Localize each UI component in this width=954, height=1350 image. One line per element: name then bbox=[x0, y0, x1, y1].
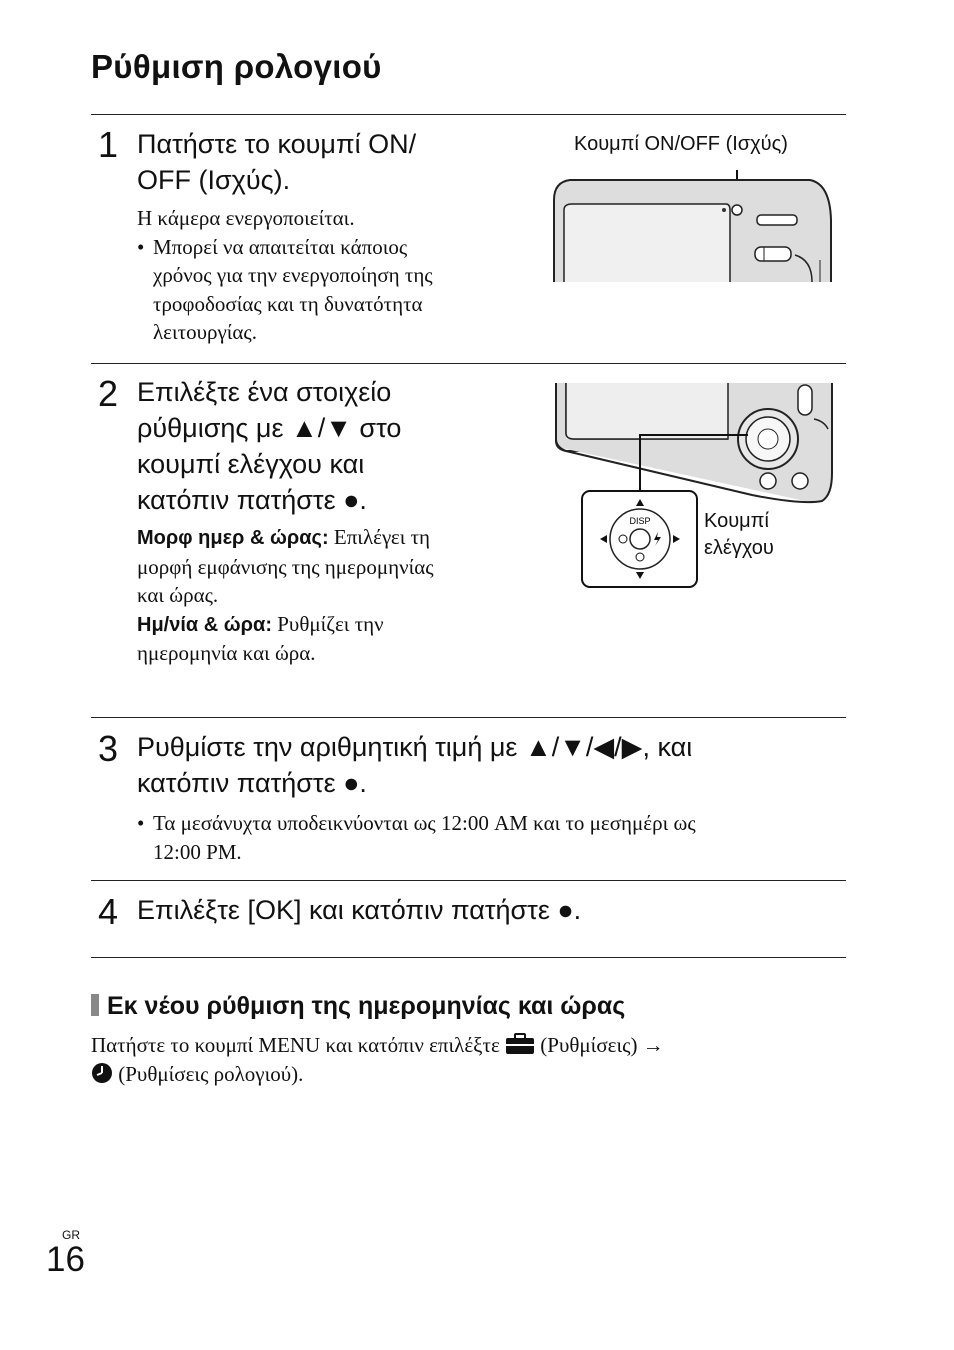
option-label: Μορφ ημερ & ώρας: bbox=[137, 527, 329, 549]
option-text-line: και ώρας. bbox=[137, 583, 219, 607]
step-4-number: 4 bbox=[98, 891, 119, 932]
step-3-heading bbox=[137, 729, 692, 801]
clock-icon bbox=[91, 1062, 113, 1084]
divider bbox=[91, 114, 846, 115]
step-3-bullet bbox=[137, 809, 837, 866]
bullet-line: • Μπορεί να απαιτείται κάποιος bbox=[153, 234, 408, 259]
reset-section-title bbox=[91, 992, 625, 1021]
language-tag: GR bbox=[62, 1228, 80, 1242]
reset-text: (Ρυθμίσεις ρολογιού). bbox=[118, 1061, 304, 1086]
step-1-text: Η κάμερα ενεργοποιείται. bbox=[137, 206, 355, 230]
bullet-line: 12:00 PM. bbox=[153, 839, 242, 864]
section-marker bbox=[91, 994, 99, 1016]
option-text-line: μορφή εμφάνισης της ημερομηνίας bbox=[137, 554, 434, 579]
bullet-line: χρόνος για την ενεργοποίηση της bbox=[153, 263, 433, 287]
step-1-heading bbox=[137, 126, 416, 198]
option-text: Επιλέγει τη bbox=[333, 525, 431, 549]
caption-line: Κουμπί bbox=[704, 510, 769, 532]
step-1-number: 1 bbox=[98, 124, 119, 165]
camera-back-illustration bbox=[552, 383, 842, 593]
power-button-caption: Κουμπί ON/OFF (Ισχύς) bbox=[574, 133, 788, 155]
step-2-heading-line: Επιλέξτε ένα στοιχείο bbox=[137, 377, 392, 407]
step-2-heading-line: κατόπιν πατήστε ●. bbox=[137, 485, 367, 515]
bullet-line: • Τα μεσάνυχτα υποδεικνύονται ως 12:00 AM και το μεσημέρι ως bbox=[153, 811, 696, 835]
step-2-body bbox=[137, 523, 517, 668]
toolbox-icon bbox=[505, 1033, 535, 1055]
divider bbox=[91, 957, 846, 958]
step-4-heading: Επιλέξτε [OK] και κατόπιν πατήστε ●. bbox=[137, 895, 582, 925]
reset-line-2 bbox=[91, 1060, 851, 1089]
step-2-heading-line: ρύθμισης με ▲/▼ στο bbox=[137, 413, 402, 443]
option-date-time bbox=[137, 610, 517, 640]
option-date-format bbox=[137, 523, 517, 553]
camera-top-illustration bbox=[550, 160, 840, 285]
page-title: Ρύθμιση ρολογιού bbox=[91, 48, 382, 85]
step-3-number: 3 bbox=[98, 728, 119, 769]
step-1-bullet bbox=[137, 233, 517, 347]
divider bbox=[91, 880, 846, 881]
option-text-line: ημερομηνία και ώρα. bbox=[137, 641, 316, 665]
bullet-line: τροφοδοσίας και τη δυνατότητα bbox=[153, 291, 423, 316]
control-button-caption bbox=[704, 508, 774, 562]
step-1-heading-line: Πατήστε το κουμπί ON/ bbox=[137, 129, 417, 159]
reset-section-body bbox=[91, 1031, 851, 1088]
step-3-body bbox=[137, 809, 837, 866]
caption-line: ελέγχου bbox=[704, 537, 774, 559]
step-2-heading bbox=[137, 374, 401, 518]
step-1-heading-line: OFF (Ισχύς). bbox=[137, 165, 291, 195]
reset-line-1 bbox=[91, 1031, 851, 1060]
option-text: Ρυθμίζει την bbox=[277, 611, 384, 636]
divider bbox=[91, 717, 846, 718]
reset-text: (Ρυθμίσεις) → bbox=[540, 1033, 664, 1057]
step-1-body bbox=[137, 204, 517, 347]
reset-section-title-text: Εκ νέου ρύθμιση της ημερομηνίας και ώρας bbox=[107, 992, 626, 1020]
step-3-heading-line: Ρυθμίστε την αριθμητική τιμή με ▲/▼/◀/▶, και bbox=[137, 732, 693, 762]
step-2-heading-line: κουμπί ελέγχου και bbox=[137, 449, 365, 479]
disp-label: DISP bbox=[629, 516, 651, 526]
step-2-number: 2 bbox=[98, 373, 119, 414]
reset-text: Πατήστε το κουμπί MENU και κατόπιν επιλέξτε bbox=[91, 1033, 500, 1057]
divider bbox=[91, 363, 846, 364]
bullet-line: λειτουργίας. bbox=[153, 320, 257, 344]
page-number: 16 bbox=[46, 1240, 85, 1279]
step-3-heading-line: κατόπιν πατήστε ●. bbox=[137, 768, 367, 798]
option-label: Ημ/νία & ώρα: bbox=[137, 613, 272, 636]
